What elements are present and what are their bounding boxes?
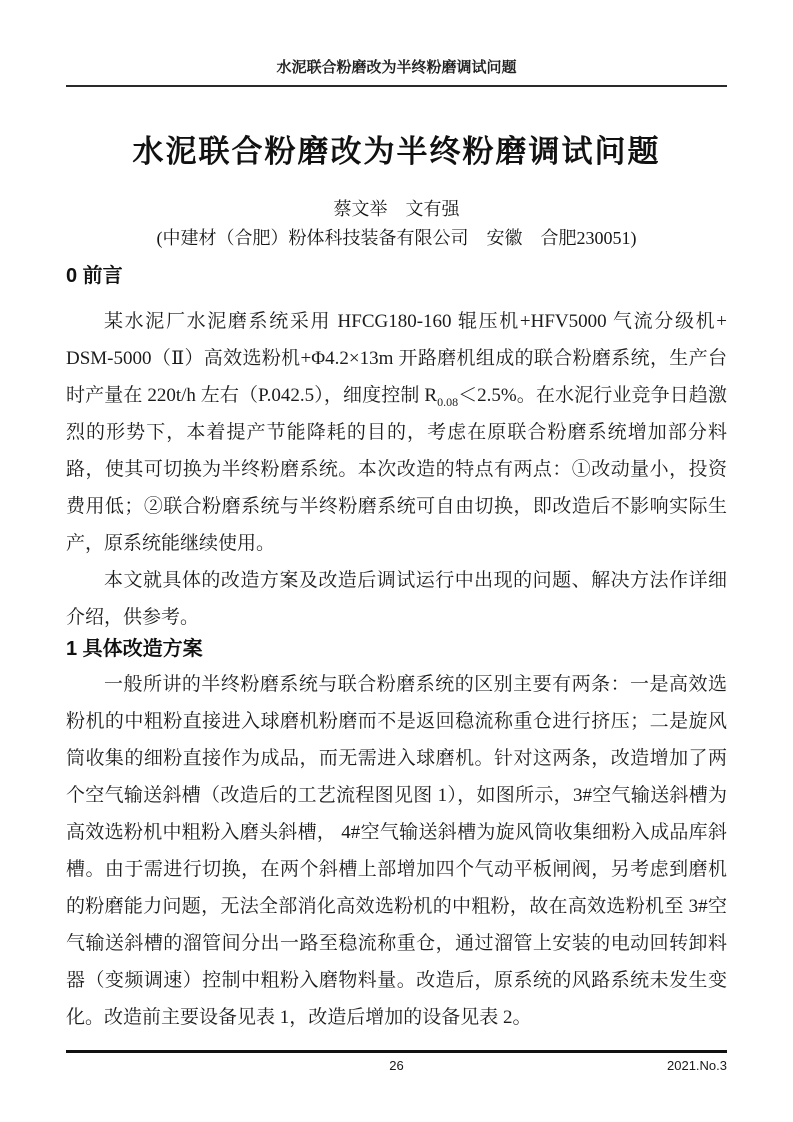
- page-header: [66, 0, 727, 87]
- page-content: [66, 0, 727, 1036]
- section-foreword: [66, 263, 727, 636]
- section-modification-plan: [66, 636, 727, 1036]
- section-heading-foreword: 0 前言: [66, 265, 123, 287]
- article-authors: 蔡文举 文有强: [333, 199, 460, 219]
- article-title: 水泥联合粉磨改为半终粉磨调试问题: [132, 134, 661, 169]
- header-rule: [66, 85, 727, 87]
- paragraph-modification-details: 一般所讲的半终粉磨系统与联合粉磨系统的区别主要有两条：一是高效选粉机的中粗粉直接进入球磨机粉磨而不是返回稳流称重仓进行挤压；二是旋风筒收集的细粉直接作为成品，而无需进入球磨机。针对这两条，改造增加了两个空气输送斜槽（改造后的工艺流程图见图 1），如图所示，3#空气输送斜槽为高效选粉机中粗粉入磨头斜槽， 4#空气输送斜槽为旋风筒收集细粉入成品库斜槽。由于需进行切换，在两个斜槽上部增加四个气动平板闸阀，另考虑到磨机的粉磨能力问题，无法全部消化高效选粉机的中粗粉，故在高效选粉机至 3#空气输送斜槽的溜管间分出一路至稳流称重仓，通过溜管上安装的电动回转卸料器（变频调速）控制中粗粉入磨物料量。改造后，原系统的风路系统未发生变化。改造前主要设备见表 1，改造后增加的设备见表 2。: [66, 674, 727, 1028]
- fineness-subscript: 0.08: [437, 394, 459, 409]
- article-affiliation: (中建材（合肥）粉体科技装备有限公司 安徽 合肥230051): [156, 228, 637, 248]
- footer-rule: [66, 1050, 727, 1053]
- paragraph-system-overview: [66, 303, 727, 562]
- issue-label: 2021.No.3: [667, 1058, 727, 1073]
- article: [66, 132, 727, 1036]
- paragraph-text-after-subscript: ＜2.5%。在水泥行业竞争日趋激烈的形势下，本着提产节能降耗的目的，考虑在原联合粉磨系统增加部分料路，使其可切换为半终粉磨系统。本次改造的特点有两点：①改动量小，投资费用低；②联合粉磨系统与半终粉磨系统可自由切换，即改造后不影响实际生产，原系统能继续使用。: [66, 385, 728, 554]
- paragraph-purpose: 本文就具体的改造方案及改造后调试运行中出现的问题、解决方法作详细介绍，供参考。: [66, 570, 727, 628]
- paragraph-text-before-subscript: 某水泥厂水泥磨系统采用 HFCG180-160 辊压机+HFV5000 气流分级机+ DSM-5000（Ⅱ）高效选粉机+Φ4.2×13m 开路磨机组成的联合粉磨系统，生产台时产量在 220t/h 左右（P.042.5），细度控制 R: [66, 311, 727, 406]
- running-title: 水泥联合粉磨改为半终粉磨调试问题: [276, 59, 517, 76]
- section-heading-modification-plan: 1 具体改造方案: [66, 638, 203, 660]
- page-number: 26: [389, 1058, 404, 1073]
